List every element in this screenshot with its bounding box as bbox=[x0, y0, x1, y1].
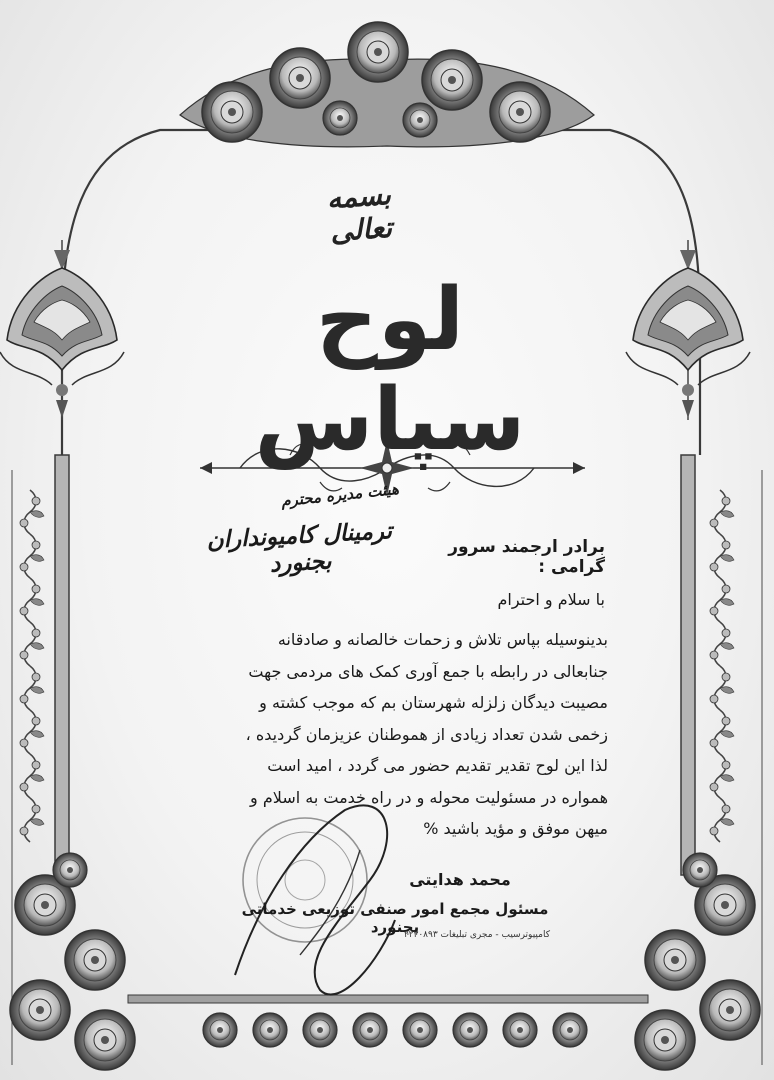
top-flower-cluster bbox=[180, 22, 594, 147]
recipient-prefix: برادر ارجمند سرور گرامی : bbox=[448, 537, 605, 577]
certificate-title: لوح سپاس bbox=[254, 270, 526, 470]
body-line: بدینوسیله بپاس تلاش و زحمات خالصانه و صادقانه bbox=[277, 630, 608, 649]
body-line: جنابعالی در رابطه با جمع آوری کمک های مردمی جهت bbox=[248, 661, 608, 681]
body-line: زخمی شدن تعداد زیادی از هموطنان عزیزمان گردیده ، bbox=[245, 724, 608, 744]
printer-credit: کامپیوترسیب - مجری تبلیغات ۲۲۳۰۸۹۳ bbox=[403, 930, 550, 940]
recipient-name: ترمینال کامیونداران بجنورد bbox=[206, 517, 393, 578]
bottom-right-flower-cluster bbox=[635, 853, 760, 1070]
right-lantern-ornament bbox=[626, 240, 750, 420]
bottom-flower-border bbox=[203, 1013, 587, 1047]
body-paragraph bbox=[140, 624, 608, 845]
body-line: همواره در مسئولیت محوله و در راه خدمت به اسلام و bbox=[250, 787, 608, 807]
bottom-left-flower-cluster bbox=[10, 853, 135, 1070]
left-vine-border bbox=[20, 490, 44, 842]
right-vine-border bbox=[710, 490, 734, 842]
body-line: مصیبت دیدگان زلزله شهرستان بم که موجب کشته و bbox=[259, 693, 608, 712]
left-pillar bbox=[55, 455, 69, 875]
recipient-honorific: هیئت مدیره محترم bbox=[280, 479, 400, 511]
signer-role: مسئول مجمع امور صنفی توزیعی خدماتی بجنورد bbox=[241, 900, 549, 936]
greeting-line: با سلام و احترام bbox=[497, 590, 605, 609]
right-pillar bbox=[681, 455, 695, 875]
body-line: میهن موفق و مؤید باشید % bbox=[423, 819, 608, 838]
basmala-heading: بسمه تعالی bbox=[325, 177, 394, 249]
signer-name: محمد هدایتی bbox=[409, 870, 511, 889]
left-lantern-ornament bbox=[0, 240, 124, 420]
body-line: لذا این لوح تقدیر تقدیم حضور می گردد ، امید است bbox=[267, 756, 608, 775]
